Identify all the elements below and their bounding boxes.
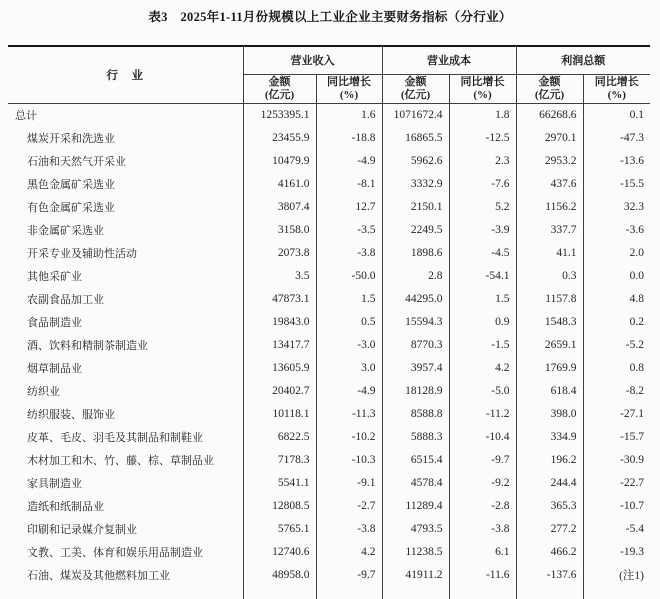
- value-cell: 4.8: [583, 287, 650, 310]
- value-cell: -12.5: [449, 126, 516, 149]
- value-cell: -27.1: [583, 402, 650, 425]
- header-profit-growth: [583, 74, 650, 103]
- industry-label: 有色金属矿采选业: [27, 201, 115, 214]
- amount-unit: (亿元): [264, 88, 295, 101]
- value-cell: 3957.4: [382, 356, 449, 379]
- value-cell: -5.2: [583, 333, 650, 356]
- value-cell: 1.5: [316, 287, 382, 310]
- value-cell: -54.1: [449, 264, 516, 287]
- filler-cell: [516, 586, 583, 599]
- value-cell: -3.9: [449, 218, 516, 241]
- amount-label: 金额: [538, 75, 561, 88]
- table-header: [8, 46, 650, 103]
- table-row: [8, 195, 650, 218]
- value-cell: 19843.0: [243, 310, 316, 333]
- value-cell: 10118.1: [243, 402, 316, 425]
- value-cell: 11289.4: [382, 494, 449, 517]
- header-cost-amount: [382, 74, 449, 103]
- value-cell: 1.6: [316, 103, 382, 126]
- filler-cell: [583, 586, 650, 599]
- value-cell: 337.7: [516, 218, 583, 241]
- value-cell: 1898.6: [382, 241, 449, 264]
- table-title: 表3 2025年1-11月份规模以上工业企业主要财务指标（分行业）: [148, 10, 512, 24]
- amount-unit: (亿元): [400, 88, 431, 101]
- value-cell: -3.8: [449, 517, 516, 540]
- value-cell: 7178.3: [243, 448, 316, 471]
- industry-label: 非金属矿采选业: [27, 224, 104, 237]
- value-cell: 0.2: [583, 310, 650, 333]
- value-cell: 3158.0: [243, 218, 316, 241]
- value-cell: -10.4: [449, 425, 516, 448]
- amount-label: 金额: [404, 75, 427, 88]
- value-cell: 8588.8: [382, 402, 449, 425]
- value-cell: -18.8: [316, 126, 382, 149]
- value-cell: 5541.1: [243, 471, 316, 494]
- value-cell: 15594.3: [382, 310, 449, 333]
- table-row: [8, 241, 650, 264]
- value-cell: -3.8: [316, 241, 382, 264]
- growth-unit: (%): [607, 88, 626, 101]
- industry-label: 煤炭开采和洗选业: [27, 132, 115, 145]
- industry-label: 造纸和纸制品业: [27, 500, 104, 513]
- table-body: [8, 103, 650, 586]
- table-row: [8, 379, 650, 402]
- value-cell: -9.7: [316, 563, 382, 586]
- value-cell: -3.5: [316, 218, 382, 241]
- value-cell: 2073.8: [243, 241, 316, 264]
- value-cell: 3332.9: [382, 172, 449, 195]
- industry-label: 其他采矿业: [27, 270, 82, 283]
- value-cell: -137.6: [516, 563, 583, 586]
- value-cell: 6.1: [449, 540, 516, 563]
- value-cell: 48958.0: [243, 563, 316, 586]
- value-cell: -15.7: [583, 425, 650, 448]
- value-cell: 13417.7: [243, 333, 316, 356]
- value-cell: 2.8: [382, 264, 449, 287]
- table-row: [8, 126, 650, 149]
- value-cell: 13605.9: [243, 356, 316, 379]
- value-cell: 0.1: [583, 103, 650, 126]
- industry-label: 食品制造业: [27, 316, 82, 329]
- table-row: [8, 218, 650, 241]
- value-cell: -2.8: [449, 494, 516, 517]
- value-cell: 41911.2: [382, 563, 449, 586]
- value-cell: -8.2: [583, 379, 650, 402]
- growth-unit: (%): [473, 88, 492, 101]
- value-cell: 66268.6: [516, 103, 583, 126]
- industry-label: 纺织业: [27, 385, 60, 398]
- header-industry: 行 业: [8, 46, 243, 103]
- value-cell: -11.3: [316, 402, 382, 425]
- value-cell: -2.7: [316, 494, 382, 517]
- value-cell: 32.3: [583, 195, 650, 218]
- value-cell: 618.4: [516, 379, 583, 402]
- value-cell: 2659.1: [516, 333, 583, 356]
- value-cell: -3.6: [583, 218, 650, 241]
- value-cell: -4.9: [316, 149, 382, 172]
- value-cell: 5.2: [449, 195, 516, 218]
- table-row: [8, 287, 650, 310]
- growth-label: 同比增长: [460, 75, 505, 88]
- value-cell: 10479.9: [243, 149, 316, 172]
- value-cell: -10.7: [583, 494, 650, 517]
- growth-label: 同比增长: [594, 75, 639, 88]
- table-row: [8, 264, 650, 287]
- value-cell: 1769.9: [516, 356, 583, 379]
- table-row: [8, 494, 650, 517]
- industry-label: 家具制造业: [27, 477, 82, 490]
- filler-row: [8, 586, 650, 599]
- value-cell: 437.6: [516, 172, 583, 195]
- value-cell: -22.7: [583, 471, 650, 494]
- value-cell: 5888.3: [382, 425, 449, 448]
- value-cell: 23455.9: [243, 126, 316, 149]
- value-cell: 4161.0: [243, 172, 316, 195]
- value-cell: -10.2: [316, 425, 382, 448]
- industry-label: 酒、饮料和精制茶制造业: [27, 339, 148, 352]
- value-cell: 0.3: [516, 264, 583, 287]
- value-cell: 4793.5: [382, 517, 449, 540]
- table-row: [8, 471, 650, 494]
- value-cell: -9.2: [449, 471, 516, 494]
- industry-label: 纺织服装、服饰业: [27, 408, 115, 421]
- industry-label: 印刷和记录媒介复制业: [27, 523, 137, 536]
- value-cell: -13.6: [583, 149, 650, 172]
- value-cell: 5962.6: [382, 149, 449, 172]
- value-cell: 6822.5: [243, 425, 316, 448]
- value-cell: 0.5: [316, 310, 382, 333]
- value-cell: 12740.6: [243, 540, 316, 563]
- value-cell: -11.6: [449, 563, 516, 586]
- table-row: [8, 149, 650, 172]
- header-profit-amount: [516, 74, 583, 103]
- value-cell: 20402.7: [243, 379, 316, 402]
- value-cell: -8.1: [316, 172, 382, 195]
- industry-label: 总计: [15, 109, 37, 122]
- value-cell: 4.2: [449, 356, 516, 379]
- value-cell: -5.4: [583, 517, 650, 540]
- industry-label: 皮革、毛皮、羽毛及其制品和制鞋业: [27, 431, 203, 444]
- value-cell: 2.0: [583, 241, 650, 264]
- value-cell: 6515.4: [382, 448, 449, 471]
- table-row: [8, 563, 650, 586]
- industry-label: 文教、工美、体育和娱乐用品制造业: [27, 546, 203, 559]
- value-cell: 16865.5: [382, 126, 449, 149]
- filler-cell: [243, 586, 316, 599]
- growth-unit: (%): [339, 88, 359, 101]
- value-cell: 2249.5: [382, 218, 449, 241]
- table-row: [8, 103, 650, 126]
- header-revenue-growth: [316, 74, 382, 103]
- value-cell: -3.8: [316, 517, 382, 540]
- value-cell: -7.6: [449, 172, 516, 195]
- value-cell: 18128.9: [382, 379, 449, 402]
- table-row: [8, 356, 650, 379]
- industry-label: 农副食品加工业: [27, 293, 104, 306]
- table-row: [8, 540, 650, 563]
- value-cell: 1071672.4: [382, 103, 449, 126]
- header-cost-growth: [449, 74, 516, 103]
- value-cell: 2953.2: [516, 149, 583, 172]
- table-row: [8, 402, 650, 425]
- industry-label: 烟草制品业: [27, 362, 82, 375]
- value-cell: 44295.0: [382, 287, 449, 310]
- value-cell: 1156.2: [516, 195, 583, 218]
- value-cell: 334.9: [516, 425, 583, 448]
- header-group-row: [8, 46, 650, 74]
- growth-label: 同比增长: [327, 75, 371, 88]
- value-cell: -9.7: [449, 448, 516, 471]
- filler-cell: [8, 586, 243, 599]
- value-cell: -19.3: [583, 540, 650, 563]
- value-cell: -50.0: [316, 264, 382, 287]
- amount-unit: (亿元): [534, 88, 565, 101]
- header-revenue-amount: [243, 74, 316, 103]
- value-cell: 3.0: [316, 356, 382, 379]
- value-cell: 1253395.1: [243, 103, 316, 126]
- table-row: [8, 310, 650, 333]
- filler-cell: [316, 586, 382, 599]
- value-cell: 2150.1: [382, 195, 449, 218]
- value-cell: 1.5: [449, 287, 516, 310]
- value-cell: 1548.3: [516, 310, 583, 333]
- value-cell: -3.0: [316, 333, 382, 356]
- value-cell: -4.5: [449, 241, 516, 264]
- header-group-operating-cost: 营业成本: [382, 46, 516, 74]
- table-row: [8, 448, 650, 471]
- value-cell: 466.2: [516, 540, 583, 563]
- value-cell: 47873.1: [243, 287, 316, 310]
- value-cell: 244.4: [516, 471, 583, 494]
- value-cell: 12808.5: [243, 494, 316, 517]
- value-cell: -9.1: [316, 471, 382, 494]
- value-cell: 3.5: [243, 264, 316, 287]
- value-cell: 11238.5: [382, 540, 449, 563]
- table-footer-filler: [8, 586, 650, 599]
- value-cell: 41.1: [516, 241, 583, 264]
- financial-indicators-table: [8, 45, 650, 599]
- table-row: [8, 172, 650, 195]
- value-cell: 196.2: [516, 448, 583, 471]
- value-cell: (注1): [583, 563, 650, 586]
- value-cell: 398.0: [516, 402, 583, 425]
- table-row: [8, 333, 650, 356]
- value-cell: 4578.4: [382, 471, 449, 494]
- value-cell: -30.9: [583, 448, 650, 471]
- value-cell: 4.2: [316, 540, 382, 563]
- value-cell: 1157.8: [516, 287, 583, 310]
- value-cell: 0.9: [449, 310, 516, 333]
- filler-cell: [449, 586, 516, 599]
- table-row: [8, 517, 650, 540]
- amount-label: 金额: [268, 75, 291, 88]
- value-cell: 12.7: [316, 195, 382, 218]
- industry-label: 黑色金属矿采选业: [27, 178, 115, 191]
- value-cell: 0.0: [583, 264, 650, 287]
- table-row: [8, 425, 650, 448]
- value-cell: -4.9: [316, 379, 382, 402]
- value-cell: 0.8: [583, 356, 650, 379]
- value-cell: -47.3: [583, 126, 650, 149]
- filler-cell: [382, 586, 449, 599]
- value-cell: -10.3: [316, 448, 382, 471]
- header-group-operating-revenue: 营业收入: [243, 46, 382, 74]
- value-cell: -11.2: [449, 402, 516, 425]
- value-cell: 2970.1: [516, 126, 583, 149]
- value-cell: 5765.1: [243, 517, 316, 540]
- industry-label: 石油和天然气开采业: [27, 155, 126, 168]
- value-cell: 365.3: [516, 494, 583, 517]
- industry-label: 开采专业及辅助性活动: [27, 247, 137, 260]
- industry-label: 石油、煤炭及其他燃料加工业: [27, 569, 170, 582]
- value-cell: -1.5: [449, 333, 516, 356]
- value-cell: -5.0: [449, 379, 516, 402]
- value-cell: -15.5: [583, 172, 650, 195]
- industry-label: 木材加工和木、竹、藤、棕、草制品业: [27, 454, 214, 467]
- value-cell: 1.8: [449, 103, 516, 126]
- value-cell: 3807.4: [243, 195, 316, 218]
- value-cell: 277.2: [516, 517, 583, 540]
- header-group-total-profit: 利润总额: [516, 46, 650, 74]
- value-cell: 8770.3: [382, 333, 449, 356]
- value-cell: 2.3: [449, 149, 516, 172]
